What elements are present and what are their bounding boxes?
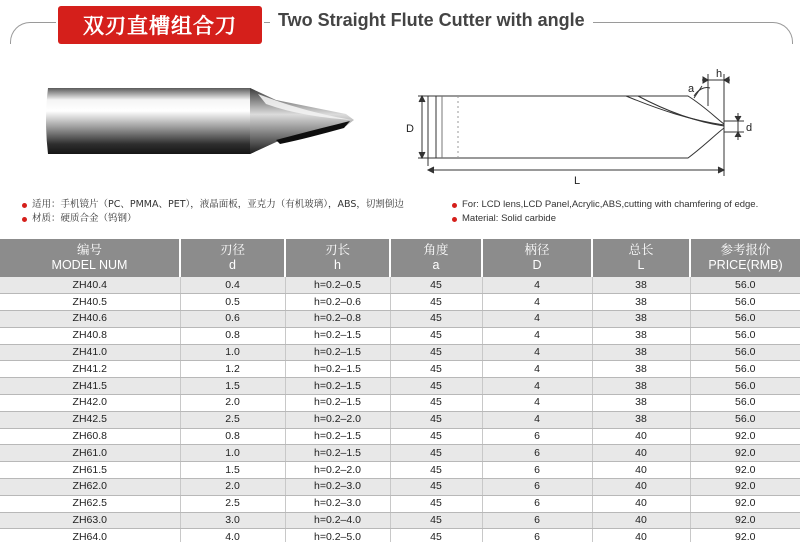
cell-model: ZH61.5 — [0, 462, 180, 479]
cell-model: ZH40.8 — [0, 327, 180, 344]
cell-edge-diameter: 1.5 — [180, 462, 285, 479]
cell-edge-diameter: 2.0 — [180, 395, 285, 412]
cell-shank-diameter: 6 — [482, 462, 592, 479]
cell-model: ZH63.0 — [0, 512, 180, 529]
cell-edge-length: h=0.2–1.5 — [285, 428, 390, 445]
cell-model: ZH62.0 — [0, 479, 180, 496]
cell-shank-diameter: 6 — [482, 529, 592, 542]
cell-model: ZH42.0 — [0, 395, 180, 412]
cell-model: ZH40.4 — [0, 277, 180, 294]
cell-edge-diameter: 1.5 — [180, 378, 285, 395]
diagram-label-L: L — [574, 175, 581, 186]
table-row — [0, 311, 800, 328]
cell-total-length: 40 — [592, 462, 690, 479]
cell-edge-diameter: 3.0 — [180, 512, 285, 529]
cell-model: ZH41.5 — [0, 378, 180, 395]
header-angle — [390, 239, 482, 277]
cell-edge-diameter: 2.0 — [180, 479, 285, 496]
header-cn: 柄径 — [524, 243, 550, 257]
table-header-row — [0, 239, 800, 277]
cell-price: 56.0 — [690, 311, 800, 328]
header-shank-diameter — [482, 239, 592, 277]
cell-total-length: 38 — [592, 311, 690, 328]
cell-shank-diameter: 4 — [482, 395, 592, 412]
cell-price: 92.0 — [690, 495, 800, 512]
cell-total-length: 38 — [592, 378, 690, 395]
cell-shank-diameter: 6 — [482, 495, 592, 512]
note-item — [452, 198, 758, 212]
spec-table — [0, 239, 800, 542]
cell-model: ZH61.0 — [0, 445, 180, 462]
cell-edge-diameter: 4.0 — [180, 529, 285, 542]
table-row — [0, 327, 800, 344]
cell-edge-length: h=0.2–3.0 — [285, 495, 390, 512]
cell-edge-diameter: 2.5 — [180, 495, 285, 512]
header-total-length — [592, 239, 690, 277]
cell-angle: 45 — [390, 327, 482, 344]
cell-angle: 45 — [390, 479, 482, 496]
diagram-label-a: a — [688, 83, 695, 95]
diagram-label-D: D — [406, 123, 414, 135]
cell-shank-diameter: 4 — [482, 327, 592, 344]
cutter-photo — [44, 82, 364, 162]
cell-model: ZH64.0 — [0, 529, 180, 542]
cell-price: 92.0 — [690, 445, 800, 462]
cell-edge-length: h=0.2–1.5 — [285, 361, 390, 378]
cell-edge-length: h=0.2–3.0 — [285, 479, 390, 496]
note-text: 材质：硬质合金（钨钢） — [32, 213, 137, 224]
table-row — [0, 462, 800, 479]
cell-shank-diameter: 6 — [482, 479, 592, 496]
cell-total-length: 40 — [592, 529, 690, 542]
note-item — [22, 198, 404, 212]
header-cn: 总长 — [628, 243, 654, 257]
cell-edge-length: h=0.2–1.5 — [285, 445, 390, 462]
header-en: D — [532, 258, 542, 272]
table-body — [0, 277, 800, 542]
table-row — [0, 277, 800, 294]
cell-angle: 45 — [390, 361, 482, 378]
header-price — [690, 239, 800, 277]
note-text: Material: Solid carbide — [462, 213, 556, 224]
cell-total-length: 40 — [592, 445, 690, 462]
cell-price: 92.0 — [690, 529, 800, 542]
cell-shank-diameter: 6 — [482, 445, 592, 462]
cell-price: 56.0 — [690, 344, 800, 361]
cell-edge-length: h=0.2–1.5 — [285, 378, 390, 395]
cell-shank-diameter: 6 — [482, 428, 592, 445]
table-row — [0, 361, 800, 378]
note-text: For: LCD lens,LCD Panel,Acrylic,ABS,cutting with chamfering of edge. — [462, 199, 759, 210]
cell-total-length: 38 — [592, 327, 690, 344]
cell-edge-diameter: 0.8 — [180, 428, 285, 445]
note-item — [22, 212, 404, 226]
header-edge-diameter — [180, 239, 285, 277]
cell-angle: 45 — [390, 529, 482, 542]
table-row — [0, 479, 800, 496]
title-chinese: 双刃直槽组合刀 — [58, 6, 262, 44]
bullet-icon — [22, 203, 27, 208]
cell-angle: 45 — [390, 395, 482, 412]
table-row — [0, 529, 800, 542]
cell-price: 56.0 — [690, 411, 800, 428]
cell-price: 56.0 — [690, 327, 800, 344]
header-cn: 编号 — [76, 243, 102, 257]
cell-total-length: 38 — [592, 361, 690, 378]
table-row — [0, 495, 800, 512]
note-text: 适用：手机镜片（PC、PMMA、PET），液晶面板，亚克力（有机玻璃），ABS，切割倒边 — [32, 199, 404, 210]
cell-price: 92.0 — [690, 428, 800, 445]
diagram-label-h: h — [716, 68, 723, 80]
cell-total-length: 40 — [592, 512, 690, 529]
cell-model: ZH42.5 — [0, 411, 180, 428]
header-en: h — [334, 258, 341, 272]
cell-total-length: 40 — [592, 428, 690, 445]
cell-angle: 45 — [390, 428, 482, 445]
title-english: Two Straight Flute Cutter with angle — [270, 10, 593, 31]
cutter-diagram — [398, 66, 758, 186]
cell-total-length: 38 — [592, 411, 690, 428]
cell-edge-diameter: 1.0 — [180, 445, 285, 462]
header-edge-length — [285, 239, 390, 277]
header-cn: 参考报价 — [720, 243, 771, 257]
cell-total-length: 38 — [592, 294, 690, 311]
header-cn: 刃长 — [324, 243, 350, 257]
cell-edge-length: h=0.2–2.0 — [285, 411, 390, 428]
cell-shank-diameter: 4 — [482, 277, 592, 294]
cell-shank-diameter: 6 — [482, 512, 592, 529]
cell-model: ZH41.2 — [0, 361, 180, 378]
cell-edge-length: h=0.2–0.6 — [285, 294, 390, 311]
cell-total-length: 40 — [592, 479, 690, 496]
cell-model: ZH41.0 — [0, 344, 180, 361]
bullet-icon — [22, 217, 27, 222]
cell-total-length: 38 — [592, 277, 690, 294]
header-cn: 刃径 — [219, 243, 245, 257]
cell-price: 56.0 — [690, 378, 800, 395]
cell-edge-diameter: 1.0 — [180, 344, 285, 361]
cell-edge-diameter: 0.4 — [180, 277, 285, 294]
cell-angle: 45 — [390, 311, 482, 328]
cell-total-length: 38 — [592, 395, 690, 412]
table-row — [0, 411, 800, 428]
bullet-icon — [452, 217, 457, 222]
cell-price: 92.0 — [690, 479, 800, 496]
cell-edge-diameter: 0.5 — [180, 294, 285, 311]
cell-edge-diameter: 1.2 — [180, 361, 285, 378]
cell-edge-diameter: 2.5 — [180, 411, 285, 428]
cell-edge-diameter: 0.6 — [180, 311, 285, 328]
table-row — [0, 395, 800, 412]
cell-edge-length: h=0.2–0.5 — [285, 277, 390, 294]
header-en: a — [432, 258, 440, 272]
cell-price: 56.0 — [690, 361, 800, 378]
cell-price: 56.0 — [690, 294, 800, 311]
cell-angle: 45 — [390, 294, 482, 311]
cell-shank-diameter: 4 — [482, 344, 592, 361]
header-en: PRICE(RMB) — [708, 258, 783, 272]
table-row — [0, 428, 800, 445]
cell-edge-length: h=0.2–0.8 — [285, 311, 390, 328]
cell-shank-diameter: 4 — [482, 361, 592, 378]
header-model — [0, 239, 180, 277]
cell-shank-diameter: 4 — [482, 294, 592, 311]
cell-shank-diameter: 4 — [482, 378, 592, 395]
cell-angle: 45 — [390, 411, 482, 428]
table-row — [0, 445, 800, 462]
bullet-icon — [452, 203, 457, 208]
header-en: d — [229, 258, 236, 272]
cell-shank-diameter: 4 — [482, 311, 592, 328]
cell-angle: 45 — [390, 495, 482, 512]
cell-edge-length: h=0.2–1.5 — [285, 395, 390, 412]
header-en: L — [637, 258, 645, 272]
cell-edge-length: h=0.2–1.5 — [285, 344, 390, 361]
cell-angle: 45 — [390, 445, 482, 462]
cell-model: ZH60.8 — [0, 428, 180, 445]
cell-price: 56.0 — [690, 395, 800, 412]
notes-chinese — [22, 198, 404, 226]
cell-total-length: 38 — [592, 344, 690, 361]
cell-angle: 45 — [390, 378, 482, 395]
cell-edge-length: h=0.2–1.5 — [285, 327, 390, 344]
cell-price: 56.0 — [690, 277, 800, 294]
cell-total-length: 40 — [592, 495, 690, 512]
diagram-label-d: d — [746, 122, 753, 134]
header-en: MODEL NUM — [51, 258, 128, 272]
table-row — [0, 294, 800, 311]
cell-edge-length: h=0.2–2.0 — [285, 462, 390, 479]
cell-price: 92.0 — [690, 512, 800, 529]
cell-angle: 45 — [390, 344, 482, 361]
cell-edge-diameter: 0.8 — [180, 327, 285, 344]
note-item — [452, 212, 758, 226]
cell-model: ZH62.5 — [0, 495, 180, 512]
table-row — [0, 512, 800, 529]
cell-shank-diameter: 4 — [482, 411, 592, 428]
cell-angle: 45 — [390, 462, 482, 479]
cell-price: 92.0 — [690, 462, 800, 479]
cell-edge-length: h=0.2–4.0 — [285, 512, 390, 529]
header-cn: 角度 — [423, 243, 449, 257]
table-row — [0, 344, 800, 361]
table-row — [0, 378, 800, 395]
cell-edge-length: h=0.2–5.0 — [285, 529, 390, 542]
cell-angle: 45 — [390, 277, 482, 294]
cell-model: ZH40.6 — [0, 311, 180, 328]
cell-model: ZH40.5 — [0, 294, 180, 311]
cell-angle: 45 — [390, 512, 482, 529]
notes-english — [452, 198, 758, 226]
